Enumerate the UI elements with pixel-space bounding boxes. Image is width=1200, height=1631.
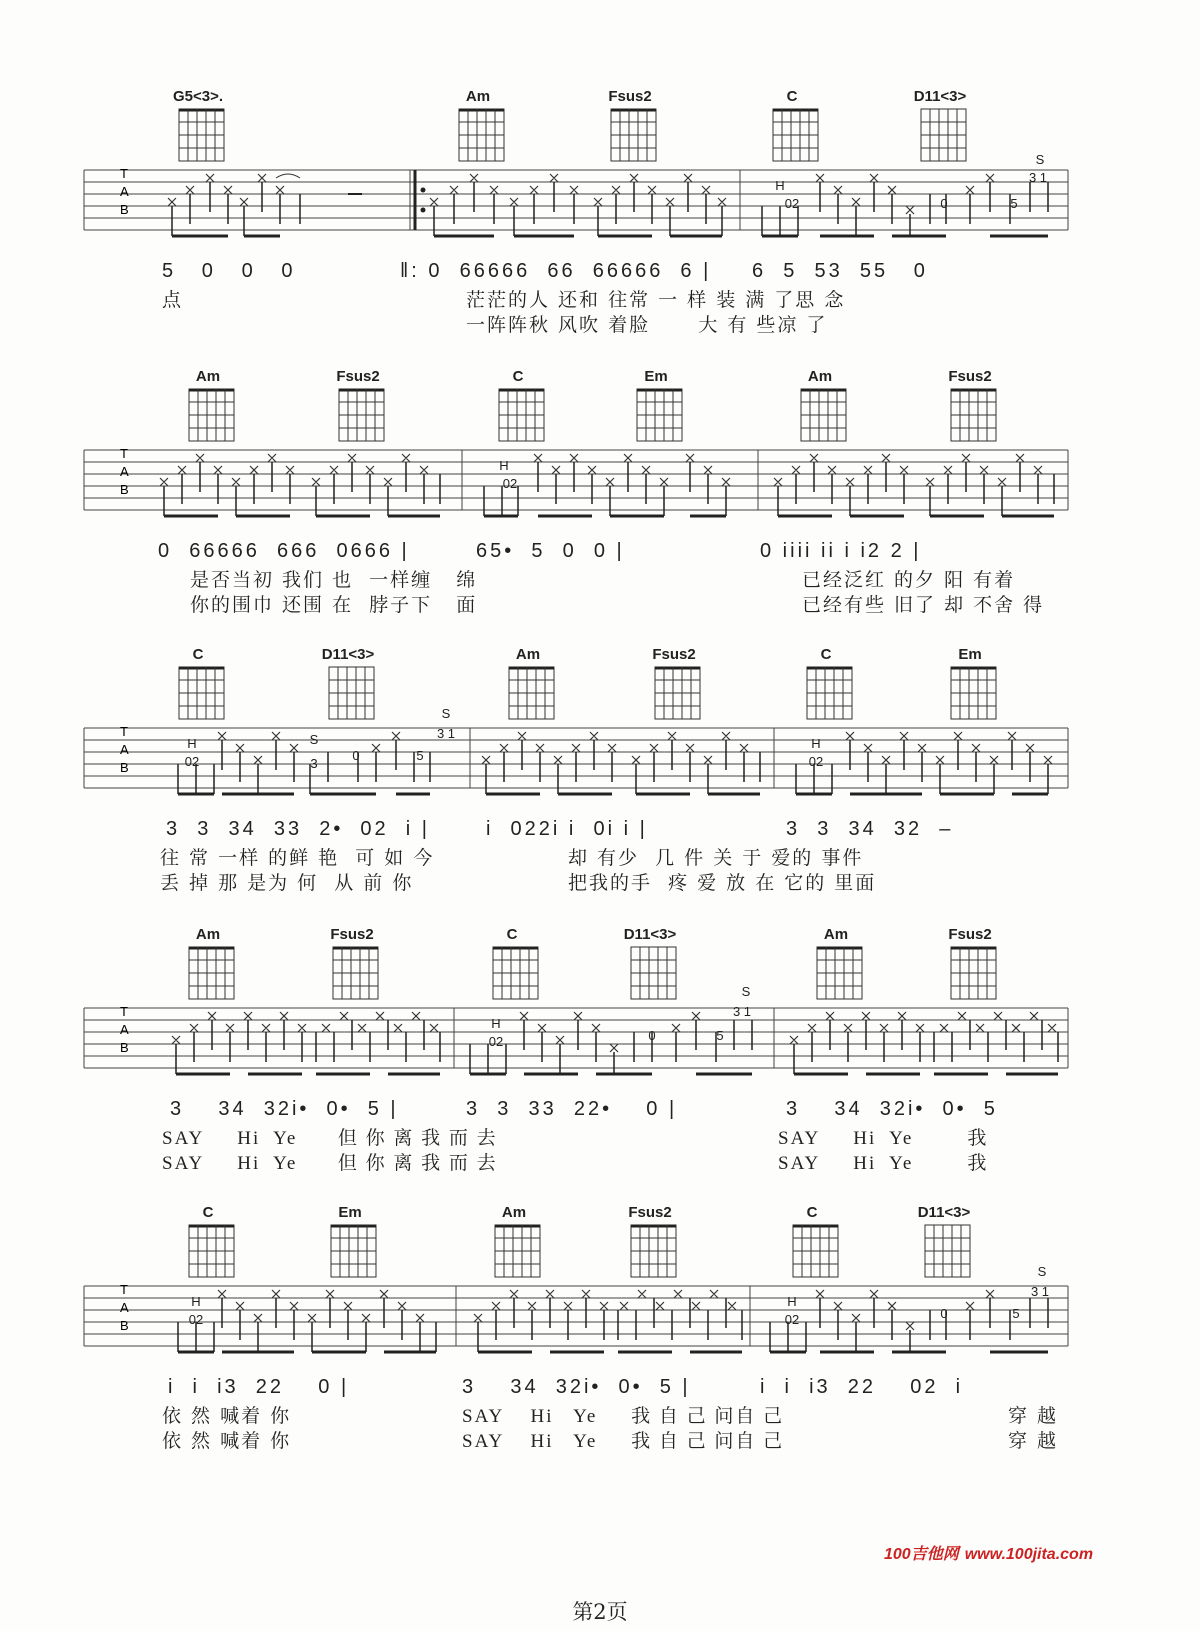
svg-text:3: 3 — [310, 756, 318, 771]
lyric-line: 往 常 一样 的鲜 艳 可 如 今 — [160, 847, 435, 869]
lyric-line: 茫茫的人 还和 往常 一 样 装 满 了思 念 — [466, 289, 846, 311]
chord-name: Fsus2 — [330, 926, 374, 943]
tab-letter: T — [120, 1004, 128, 1019]
tab-letter: A — [120, 184, 129, 199]
tab-letter: T — [120, 446, 128, 461]
chord-name: D11<3> — [913, 88, 967, 105]
tab-letter: A — [120, 742, 129, 757]
chord-name: Am — [823, 926, 849, 943]
notation-segment: i i i3 22 02 i — [760, 1376, 964, 1398]
numbered-notation — [0, 250, 1200, 290]
system-3 — [0, 638, 1200, 908]
numbered-notation — [0, 808, 1200, 848]
svg-text:5: 5 — [1010, 196, 1018, 211]
chord-name: Fsus2 — [336, 368, 380, 385]
tab-letter: B — [120, 482, 129, 497]
lyric-line: 已经泛红 的夕 阳 有着 — [802, 569, 1016, 591]
svg-text:H: H — [775, 178, 785, 193]
lyric-line: SAY Hi Ye 我 自 己 问自 己 — [462, 1406, 785, 1427]
lyric-line: 穿 越 — [1008, 1430, 1059, 1452]
lyric-line: 穿 越 — [1008, 1405, 1059, 1427]
chord-name: C — [786, 88, 798, 105]
tab-staff — [0, 420, 1200, 530]
lyric-line: 你的围巾 还围 在 脖子下 面 — [190, 594, 478, 616]
tab-letter: B — [120, 202, 129, 217]
notation-segment: 3 34 32i• 0• 5 — [786, 1098, 998, 1120]
chord-name: C — [202, 1204, 214, 1221]
tab-letter: T — [120, 1282, 128, 1297]
chord-name: Em — [644, 368, 668, 385]
lyric-line: SAY Hi Ye 我 — [778, 1153, 989, 1174]
watermark-site-name: 100吉他网 — [884, 1546, 959, 1563]
chord-name: Fsus2 — [948, 926, 992, 943]
svg-text:02: 02 — [188, 1312, 204, 1327]
svg-text:H: H — [491, 1016, 501, 1031]
tab-letter: A — [120, 464, 129, 479]
chord-name: C — [820, 646, 832, 663]
tab-letter: T — [120, 166, 128, 181]
site-watermark — [884, 1541, 1093, 1564]
svg-text:02: 02 — [184, 754, 200, 769]
svg-text:5: 5 — [416, 748, 424, 763]
lyric-line: 丢 掉 那 是为 何 从 前 你 — [160, 872, 414, 894]
notation-segment: 3 34 32i• 0• 5 | — [462, 1376, 691, 1398]
svg-text:02: 02 — [784, 196, 800, 211]
chord-name: Fsus2 — [608, 88, 652, 105]
page-number: 第2页 — [572, 1600, 628, 1624]
svg-text:3 1: 3 1 — [1030, 1284, 1050, 1299]
svg-text:3 1: 3 1 — [1028, 170, 1048, 185]
svg-text:02: 02 — [808, 754, 824, 769]
lyric-line: 一阵阵秋 风吹 着脸 大 有 些凉 了 — [466, 314, 828, 336]
svg-text:3 1: 3 1 — [732, 1004, 752, 1019]
lyric-line: SAY Hi Ye 但 你 离 我 而 去 — [162, 1153, 498, 1174]
notation-segment: i 022i i 0i i | — [486, 818, 648, 840]
chord-name: Am — [465, 88, 491, 105]
svg-text:S: S — [441, 706, 451, 721]
svg-text:H: H — [787, 1294, 797, 1309]
tab-staff — [0, 140, 1200, 250]
svg-text:0: 0 — [940, 1306, 948, 1321]
notation-segment: 0 iiii ii i i2 2 | — [760, 540, 922, 562]
lyric-line: 依 然 喊着 你 — [162, 1405, 292, 1427]
chord-name: D11<3> — [321, 646, 375, 663]
tab-letter: A — [120, 1300, 129, 1315]
chord-name: Em — [338, 1204, 362, 1221]
lyric-line: SAY Hi Ye 我 自 己 问自 己 — [462, 1431, 785, 1452]
lyric-line: 却 有少 几 件 关 于 爱的 事件 — [568, 847, 864, 869]
svg-text:5: 5 — [716, 1028, 724, 1043]
svg-text:0: 0 — [648, 1028, 656, 1043]
system-1 — [0, 80, 1200, 350]
svg-text:H: H — [187, 736, 197, 751]
chord-name: G5<3>. — [172, 88, 224, 105]
lyric-line: 把我的手 疼 爱 放 在 它的 里面 — [568, 872, 877, 894]
svg-text:5: 5 — [1012, 1306, 1020, 1321]
tab-letter: B — [120, 760, 129, 775]
svg-text:3 1: 3 1 — [436, 726, 456, 741]
tab-letter: T — [120, 724, 128, 739]
chord-name: C — [512, 368, 524, 385]
numbered-notation — [0, 530, 1200, 570]
system-4 — [0, 918, 1200, 1188]
tab-staff — [0, 978, 1200, 1088]
notation-segment: 65• 5 0 0 | — [476, 540, 625, 562]
system-5 — [0, 1196, 1200, 1476]
lyric-line: 点 — [162, 289, 184, 311]
tab-staff — [0, 1256, 1200, 1366]
svg-text:02: 02 — [488, 1034, 504, 1049]
lyric-line: 依 然 喊着 你 — [162, 1430, 292, 1452]
svg-text:0: 0 — [352, 748, 360, 763]
tab-staff — [0, 698, 1200, 808]
lyric-line: SAY Hi Ye 我 — [778, 1128, 989, 1149]
chord-name: C — [506, 926, 518, 943]
notation-segment: i i i3 22 0 | — [168, 1376, 350, 1398]
svg-text:02: 02 — [784, 1312, 800, 1327]
notation-segment: 6 5 53 55 0 — [752, 260, 928, 282]
chord-name: Fsus2 — [948, 368, 992, 385]
tab-letter: B — [120, 1040, 129, 1055]
notation-segment: 3 34 32i• 0• 5 | — [170, 1098, 399, 1120]
chord-name: Am — [195, 926, 221, 943]
numbered-notation — [0, 1366, 1200, 1406]
chord-name: Am — [501, 1204, 527, 1221]
svg-text:S: S — [1037, 1264, 1047, 1279]
svg-text:02: 02 — [502, 476, 518, 491]
chord-name: D11<3> — [623, 926, 677, 943]
svg-text:S: S — [309, 732, 319, 747]
lyric-line: SAY Hi Ye 但 你 离 我 而 去 — [162, 1128, 498, 1149]
lyric-line: 是否当初 我们 也 一样缠 绵 — [190, 569, 478, 591]
notation-segment: 3 3 34 32 – — [786, 818, 954, 840]
notation-segment: 5 0 0 0 — [162, 260, 296, 282]
chord-name: C — [192, 646, 204, 663]
svg-text:H: H — [191, 1294, 201, 1309]
watermark-url: www.100jita.com — [964, 1546, 1094, 1563]
svg-text:S: S — [741, 984, 751, 999]
chord-name: Am — [807, 368, 833, 385]
chord-name: Fsus2 — [652, 646, 696, 663]
chord-name: Em — [958, 646, 982, 663]
notation-segment: 0 66666 666 0666 | — [158, 540, 410, 562]
chord-name: Am — [515, 646, 541, 663]
svg-text:0: 0 — [940, 196, 948, 211]
tab-letter: A — [120, 1022, 129, 1037]
chord-name: Am — [195, 368, 221, 385]
tab-letter: B — [120, 1318, 129, 1333]
notation-segment: 3 3 34 33 2• 02 i | — [166, 818, 430, 840]
chord-name: C — [806, 1204, 818, 1221]
notation-segment: ‖: 0 66666 66 66666 6 | — [400, 260, 712, 282]
system-2 — [0, 360, 1200, 630]
svg-text:H: H — [499, 458, 509, 473]
notation-segment: 3 3 33 22• 0 | — [466, 1098, 678, 1120]
svg-text:H: H — [811, 736, 821, 751]
chord-name: D11<3> — [917, 1204, 971, 1221]
svg-text:S: S — [1035, 152, 1045, 167]
lyric-line: 已经有些 旧了 却 不舍 得 — [802, 594, 1045, 616]
chord-name: Fsus2 — [628, 1204, 672, 1221]
numbered-notation — [0, 1088, 1200, 1128]
